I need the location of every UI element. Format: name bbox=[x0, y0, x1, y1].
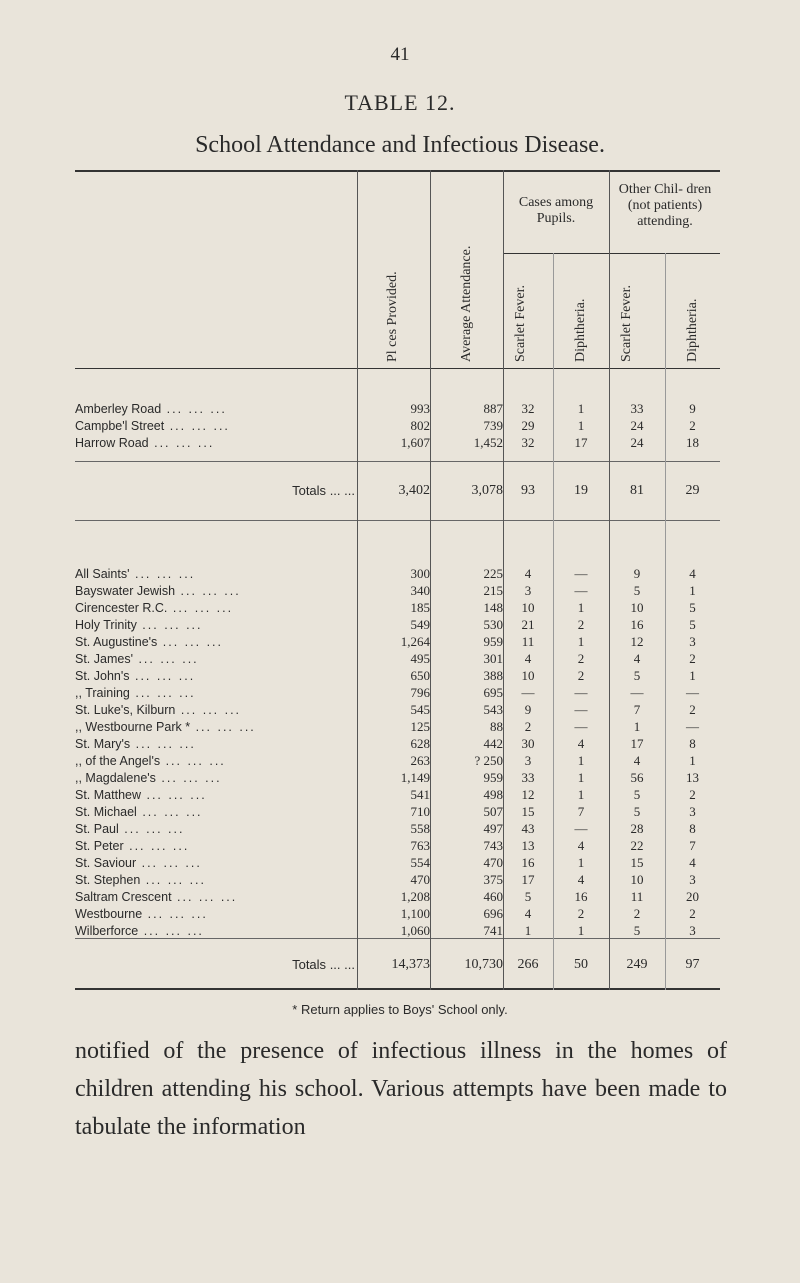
places-cell: 993 bbox=[410, 401, 430, 416]
pupils-diphtheria-cell: 4 bbox=[577, 838, 585, 853]
pupils-diphtheria-cell: 1 bbox=[577, 401, 585, 416]
pupils-diphtheria-cell: — bbox=[574, 583, 588, 598]
pupils-scarlet-cell: 5 bbox=[524, 889, 532, 904]
table-row bbox=[75, 650, 720, 668]
school-name: St. Stephen ... ... ... bbox=[75, 873, 207, 887]
attendance-cell: 388 bbox=[483, 668, 503, 683]
other-diphtheria-cell: 2 bbox=[689, 651, 696, 666]
footnote: * Return applies to Boys' School only. bbox=[292, 1002, 508, 1017]
attendance-cell: 442 bbox=[483, 736, 503, 751]
school-name: St. James' ... ... ... bbox=[75, 652, 199, 666]
places-cell: 763 bbox=[410, 838, 430, 853]
pupils-scarlet-fever-header: Scarlet Fever. bbox=[513, 285, 528, 362]
totals-other-diphtheria: 29 bbox=[685, 483, 700, 498]
places-cell: 628 bbox=[410, 736, 430, 751]
attendance-cell: 741 bbox=[483, 923, 503, 938]
other-diphtheria-cell: 2 bbox=[689, 702, 696, 717]
pupils-diphtheria-cell: 7 bbox=[577, 804, 585, 819]
other-children-header: Other Chil- dren (not patients) attending. bbox=[618, 182, 712, 229]
places-cell: 263 bbox=[410, 753, 430, 768]
pupils-diphtheria-cell: — bbox=[574, 566, 588, 581]
pupils-diphtheria-cell: 2 bbox=[577, 617, 585, 632]
school-name: Westbourne ... ... ... bbox=[75, 907, 208, 921]
table-row bbox=[75, 803, 720, 821]
places-cell: 802 bbox=[410, 418, 430, 433]
attendance-cell: 959 bbox=[483, 634, 503, 649]
places-cell: 300 bbox=[410, 566, 430, 581]
header-bottom-rule bbox=[75, 368, 720, 369]
pupils-scarlet-cell: 9 bbox=[524, 702, 532, 717]
school-name: ,, Westbourne Park * ... ... ... bbox=[75, 720, 256, 734]
other-diphtheria-cell: 3 bbox=[689, 804, 696, 819]
table-row bbox=[75, 582, 720, 600]
other-scarlet-cell: 5 bbox=[633, 668, 641, 683]
attendance-cell: 959 bbox=[483, 770, 503, 785]
totals-pupils-diphtheria: 19 bbox=[574, 483, 588, 498]
pupils-scarlet-cell: 2 bbox=[524, 719, 532, 734]
attendance-cell: 375 bbox=[483, 872, 503, 887]
pupils-scarlet-cell: 4 bbox=[524, 651, 532, 666]
totals-pupils-scarlet: 93 bbox=[521, 483, 535, 498]
totals-other-diphtheria: 97 bbox=[685, 957, 700, 972]
other-scarlet-fever-header: Scarlet Fever. bbox=[619, 285, 634, 362]
page-number: 41 bbox=[390, 44, 410, 65]
other-diphtheria-cell: 3 bbox=[689, 634, 696, 649]
table-row bbox=[75, 786, 720, 804]
pupils-diphtheria-cell: 1 bbox=[577, 923, 585, 938]
other-scarlet-cell: 5 bbox=[633, 923, 641, 938]
pupils-diphtheria-cell: 17 bbox=[574, 435, 588, 450]
school-name: Harrow Road ... ... ... bbox=[75, 436, 215, 450]
totals-attendance: 10,730 bbox=[464, 957, 503, 972]
school-name: St. Matthew ... ... ... bbox=[75, 788, 207, 802]
school-name: St. Saviour ... ... ... bbox=[75, 856, 202, 870]
attendance-cell: 497 bbox=[483, 821, 503, 836]
school-name: St. Paul ... ... ... bbox=[75, 822, 185, 836]
pupils-scarlet-cell: 3 bbox=[524, 583, 532, 598]
other-scarlet-cell: 33 bbox=[630, 401, 644, 416]
places-cell: 1,208 bbox=[400, 889, 430, 904]
pupils-scarlet-cell: 30 bbox=[521, 736, 535, 751]
other-scarlet-cell: 16 bbox=[630, 617, 644, 632]
other-diphtheria-cell: 2 bbox=[689, 906, 696, 921]
table-row bbox=[75, 684, 720, 702]
school-name: ,, of the Angel's ... ... ... bbox=[75, 754, 226, 768]
totals-row bbox=[75, 482, 720, 500]
pupils-diphtheria-cell: 1 bbox=[577, 855, 585, 870]
places-cell: 1,149 bbox=[400, 770, 430, 785]
table-row bbox=[75, 905, 720, 923]
places-cell: 554 bbox=[410, 855, 430, 870]
table-row bbox=[75, 735, 720, 753]
pupils-diphtheria-cell: 2 bbox=[577, 668, 585, 683]
school-name: ,, Training ... ... ... bbox=[75, 686, 196, 700]
other-diphtheria-cell: 5 bbox=[689, 600, 696, 615]
totals-row bbox=[75, 956, 720, 974]
other-diphtheria-header: Diphtheria. bbox=[685, 298, 700, 362]
totals1-top-rule bbox=[75, 461, 720, 462]
other-diphtheria-cell: 1 bbox=[689, 668, 696, 683]
school-name: ,, Magdalene's ... ... ... bbox=[75, 771, 222, 785]
table-row bbox=[75, 769, 720, 787]
other-scarlet-cell: — bbox=[630, 685, 644, 700]
pupils-diphtheria-cell: 2 bbox=[577, 651, 585, 666]
other-scarlet-cell: 24 bbox=[630, 435, 644, 450]
table-row bbox=[75, 565, 720, 583]
table-row bbox=[75, 888, 720, 906]
places-cell: 545 bbox=[410, 702, 430, 717]
totals-places: 3,402 bbox=[398, 483, 430, 498]
other-scarlet-cell: 10 bbox=[630, 872, 644, 887]
school-name: St. John's ... ... ... bbox=[75, 669, 196, 683]
totals1-bottom-rule bbox=[75, 520, 720, 521]
pupils-scarlet-cell: 29 bbox=[521, 418, 535, 433]
other-scarlet-cell: 5 bbox=[633, 583, 641, 598]
pupils-scarlet-cell: — bbox=[521, 685, 535, 700]
places-cell: 340 bbox=[410, 583, 430, 598]
table-row bbox=[75, 616, 720, 634]
other-diphtheria-cell: 8 bbox=[689, 736, 696, 751]
table-row bbox=[75, 752, 720, 770]
other-diphtheria-cell: — bbox=[686, 719, 699, 734]
attendance-cell: 460 bbox=[483, 889, 503, 904]
attendance-cell: 743 bbox=[483, 838, 503, 853]
attendance-table bbox=[75, 170, 720, 990]
attendance-cell: 88 bbox=[490, 719, 503, 734]
totals-pupils-diphtheria: 50 bbox=[574, 957, 588, 972]
table-row bbox=[75, 417, 720, 435]
attendance-cell: 301 bbox=[483, 651, 503, 666]
school-name: Amberley Road ... ... ... bbox=[75, 402, 227, 416]
other-scarlet-cell: 15 bbox=[630, 855, 644, 870]
pupils-diphtheria-cell: 1 bbox=[577, 787, 585, 802]
totals-other-scarlet: 249 bbox=[626, 957, 648, 972]
attendance-cell: 543 bbox=[483, 702, 503, 717]
pupils-diphtheria-cell: 4 bbox=[577, 736, 585, 751]
attendance-cell: 148 bbox=[483, 600, 503, 615]
pupils-diphtheria-cell: 1 bbox=[577, 770, 585, 785]
pupils-diphtheria-cell: — bbox=[574, 685, 588, 700]
attendance-cell: 696 bbox=[483, 906, 503, 921]
other-diphtheria-cell: 3 bbox=[689, 923, 696, 938]
school-name: Saltram Crescent ... ... ... bbox=[75, 890, 238, 904]
pupils-scarlet-cell: 11 bbox=[521, 634, 535, 649]
totals-pupils-scarlet: 266 bbox=[517, 957, 539, 972]
school-name: All Saints' ... ... ... bbox=[75, 567, 196, 581]
other-diphtheria-cell: 18 bbox=[686, 435, 699, 450]
places-cell: 470 bbox=[410, 872, 430, 887]
table-title: TABLE 12. bbox=[344, 90, 456, 115]
other-diphtheria-cell: 1 bbox=[689, 583, 696, 598]
average-attendance-header: Average Attendance. bbox=[459, 245, 474, 362]
pupils-diphtheria-cell: — bbox=[574, 821, 588, 836]
other-diphtheria-cell: 13 bbox=[686, 770, 699, 785]
places-cell: 549 bbox=[410, 617, 430, 632]
places-cell: 185 bbox=[410, 600, 430, 615]
other-scarlet-cell: 11 bbox=[630, 889, 644, 904]
totals-other-scarlet: 81 bbox=[630, 483, 644, 498]
table-row bbox=[75, 599, 720, 617]
table-row bbox=[75, 837, 720, 855]
pupils-scarlet-cell: 4 bbox=[524, 566, 532, 581]
totals-label: Totals ... ... bbox=[292, 957, 355, 972]
other-scarlet-cell: 5 bbox=[633, 804, 641, 819]
places-cell: 710 bbox=[410, 804, 430, 819]
pupils-scarlet-cell: 1 bbox=[524, 923, 532, 938]
pupils-diphtheria-cell: 1 bbox=[577, 634, 585, 649]
school-name: St. Luke's, Kilburn ... ... ... bbox=[75, 703, 242, 717]
school-name: Holy Trinity ... ... ... bbox=[75, 618, 203, 632]
pupils-scarlet-cell: 10 bbox=[521, 600, 535, 615]
attendance-cell: ? 250 bbox=[474, 753, 503, 768]
places-cell: 796 bbox=[410, 685, 430, 700]
pupils-scarlet-cell: 16 bbox=[521, 855, 535, 870]
other-scarlet-cell: 24 bbox=[630, 418, 644, 433]
places-cell: 541 bbox=[410, 787, 430, 802]
pupils-diphtheria-cell: 4 bbox=[577, 872, 585, 887]
table-row bbox=[75, 434, 720, 452]
other-diphtheria-cell: 8 bbox=[689, 821, 696, 836]
other-scarlet-cell: 4 bbox=[633, 651, 641, 666]
other-diphtheria-cell: 2 bbox=[689, 418, 696, 433]
attendance-cell: 470 bbox=[483, 855, 503, 870]
attendance-cell: 1,452 bbox=[473, 435, 503, 450]
table-row bbox=[75, 667, 720, 685]
places-cell: 1,607 bbox=[400, 435, 430, 450]
table-bottom-rule bbox=[75, 988, 720, 990]
header-sub-rule bbox=[503, 253, 720, 254]
pupils-diphtheria-cell: 2 bbox=[577, 906, 585, 921]
places-cell: 125 bbox=[410, 719, 430, 734]
other-diphtheria-cell: 5 bbox=[689, 617, 696, 632]
other-scarlet-cell: 28 bbox=[630, 821, 644, 836]
other-diphtheria-cell: 4 bbox=[689, 855, 696, 870]
cases-among-pupils-header: Cases among Pupils. bbox=[518, 195, 594, 226]
pupils-scarlet-cell: 12 bbox=[521, 787, 535, 802]
pupils-scarlet-cell: 13 bbox=[521, 838, 535, 853]
pupils-scarlet-cell: 17 bbox=[521, 872, 535, 887]
pupils-scarlet-cell: 43 bbox=[521, 821, 535, 836]
places-cell: 1,100 bbox=[400, 906, 430, 921]
other-diphtheria-cell: 3 bbox=[689, 872, 696, 887]
table-row bbox=[75, 922, 720, 940]
totals-label: Totals ... ... bbox=[292, 483, 355, 498]
school-name: St. Peter ... ... ... bbox=[75, 839, 190, 853]
attendance-cell: 498 bbox=[483, 787, 503, 802]
other-diphtheria-cell: 4 bbox=[689, 566, 696, 581]
pupils-scarlet-cell: 32 bbox=[521, 401, 535, 416]
places-cell: 1,060 bbox=[400, 923, 430, 938]
places-cell: 1,264 bbox=[400, 634, 430, 649]
pupils-diphtheria-cell: 1 bbox=[577, 753, 585, 768]
other-diphtheria-cell: 7 bbox=[689, 838, 696, 853]
school-name: Cirencester R.C. ... ... ... bbox=[75, 601, 234, 615]
attendance-cell: 695 bbox=[483, 685, 503, 700]
attendance-cell: 739 bbox=[483, 418, 503, 433]
other-scarlet-cell: 56 bbox=[630, 770, 644, 785]
table-row bbox=[75, 820, 720, 838]
school-name: St. Michael ... ... ... bbox=[75, 805, 203, 819]
table-subtitle: School Attendance and Infectious Disease. bbox=[195, 132, 605, 158]
table-top-rule bbox=[75, 170, 720, 172]
attendance-cell: 887 bbox=[483, 401, 503, 416]
pupils-diphtheria-cell: 1 bbox=[577, 418, 585, 433]
pupils-diphtheria-cell: 1 bbox=[577, 600, 585, 615]
school-name: St. Mary's ... ... ... bbox=[75, 737, 196, 751]
other-diphtheria-cell: 9 bbox=[689, 401, 696, 416]
pupils-diphtheria-cell: 16 bbox=[574, 889, 588, 904]
other-scarlet-cell: 4 bbox=[633, 753, 641, 768]
other-scarlet-cell: 1 bbox=[633, 719, 641, 734]
other-scarlet-cell: 2 bbox=[633, 906, 641, 921]
pupils-scarlet-cell: 32 bbox=[521, 435, 535, 450]
totals-places: 14,373 bbox=[391, 957, 430, 972]
other-diphtheria-cell: 20 bbox=[686, 889, 699, 904]
pupils-diphtheria-cell: — bbox=[574, 702, 588, 717]
table-row bbox=[75, 633, 720, 651]
pupils-scarlet-cell: 3 bbox=[524, 753, 532, 768]
other-scarlet-cell: 9 bbox=[633, 566, 641, 581]
attendance-cell: 530 bbox=[483, 617, 503, 632]
pupils-scarlet-cell: 21 bbox=[521, 617, 535, 632]
table-row bbox=[75, 718, 720, 736]
other-scarlet-cell: 12 bbox=[630, 634, 644, 649]
other-scarlet-cell: 10 bbox=[630, 600, 644, 615]
attendance-cell: 507 bbox=[483, 804, 503, 819]
attendance-cell: 215 bbox=[483, 583, 503, 598]
school-name: St. Augustine's ... ... ... bbox=[75, 635, 223, 649]
other-scarlet-cell: 17 bbox=[630, 736, 644, 751]
pupils-scarlet-cell: 4 bbox=[524, 906, 532, 921]
places-cell: 495 bbox=[410, 651, 430, 666]
body-paragraph: notified of the presence of infectious illness in the homes of children attending his school. Various attempts have been made to tabulate the information bbox=[75, 1038, 727, 1140]
pupils-diphtheria-cell: — bbox=[574, 719, 588, 734]
places-cell: 650 bbox=[410, 668, 430, 683]
school-name: Wilberforce ... ... ... bbox=[75, 924, 204, 938]
pupils-scarlet-cell: 33 bbox=[521, 770, 535, 785]
other-diphtheria-cell: — bbox=[686, 685, 699, 700]
other-scarlet-cell: 5 bbox=[633, 787, 641, 802]
table-row bbox=[75, 400, 720, 418]
other-diphtheria-cell: 2 bbox=[689, 787, 696, 802]
pupils-scarlet-cell: 15 bbox=[521, 804, 535, 819]
totals-attendance: 3,078 bbox=[471, 483, 503, 498]
other-scarlet-cell: 7 bbox=[633, 702, 641, 717]
attendance-cell: 225 bbox=[483, 566, 503, 581]
other-diphtheria-cell: 1 bbox=[689, 753, 696, 768]
places-cell: 558 bbox=[410, 821, 430, 836]
table-row bbox=[75, 871, 720, 889]
places-provided-header: Pl ces Provided. bbox=[385, 271, 400, 362]
school-name: Campbe'l Street ... ... ... bbox=[75, 419, 230, 433]
pupils-scarlet-cell: 10 bbox=[521, 668, 535, 683]
table-row bbox=[75, 701, 720, 719]
pupils-diphtheria-header: Diphtheria. bbox=[573, 298, 588, 362]
table-row bbox=[75, 854, 720, 872]
other-scarlet-cell: 22 bbox=[630, 838, 644, 853]
school-name: Bayswater Jewish ... ... ... bbox=[75, 584, 241, 598]
